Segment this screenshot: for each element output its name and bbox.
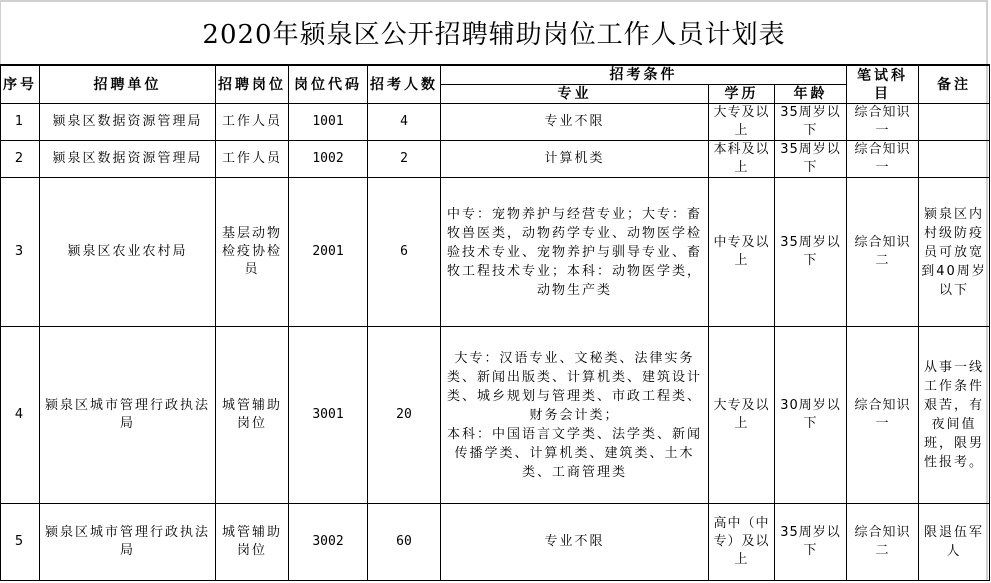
major-bachelor-text: 本科：中国语言文学类、法学类、新闻传播学类、计算机类、建筑类、土木类、工商管理类 (446, 426, 702, 480)
cell-age: 30周岁以下 (775, 327, 847, 504)
table-row (1, 141, 990, 178)
table-row (1, 504, 990, 581)
header-seq: 序号 (1, 65, 40, 104)
cell-exam: 综合知识一 (847, 327, 919, 504)
cell-count: 6 (368, 178, 441, 327)
cell-exam: 综合知识二 (847, 178, 919, 327)
table-row (1, 178, 990, 327)
cell-unit: 颍泉区农业农村局 (40, 178, 216, 327)
header-position: 招聘岗位 (216, 65, 289, 104)
cell-exam: 综合知识二 (847, 504, 919, 581)
cell-count: 2 (368, 141, 441, 178)
header-major: 专业 (441, 85, 709, 104)
table-row (1, 104, 990, 141)
cell-position: 工作人员 (216, 141, 289, 178)
cell-age: 35周岁以下 (775, 178, 847, 327)
cell-remark: 颍泉区内村级防疫员可放宽到40周岁以下 (919, 178, 990, 327)
cell-code: 2001 (289, 178, 368, 327)
cell-remark (919, 104, 990, 141)
cell-remark: 限退伍军人 (919, 504, 990, 581)
cell-unit: 颍泉区数据资源管理局 (40, 104, 216, 141)
header-unit: 招聘单位 (40, 65, 216, 104)
cell-education: 本科及以上 (709, 141, 775, 178)
cell-education: 高中（中专）及以上 (709, 504, 775, 581)
cell-major (441, 327, 709, 504)
cell-major: 计算机类 (441, 141, 709, 178)
cell-count: 4 (368, 104, 441, 141)
header-education: 学历 (709, 85, 775, 104)
header-age: 年龄 (775, 85, 847, 104)
header-exam: 笔试科目 (847, 65, 919, 104)
header-remark: 备注 (919, 65, 990, 104)
cell-unit: 颍泉区城市管理行政执法局 (40, 327, 216, 504)
cell-position: 基层动物检疫协检员 (216, 178, 289, 327)
header-count: 招考人数 (368, 65, 441, 104)
cell-seq: 1 (1, 104, 40, 141)
header-code: 岗位代码 (289, 65, 368, 104)
cell-code: 3002 (289, 504, 368, 581)
cell-seq: 4 (1, 327, 40, 504)
cell-major: 专业不限 (441, 504, 709, 581)
recruitment-plan-table (0, 64, 990, 581)
cell-code: 1001 (289, 104, 368, 141)
cell-remark (919, 141, 990, 178)
cell-position: 工作人员 (216, 104, 289, 141)
cell-education: 大专及以上 (709, 327, 775, 504)
cell-code: 3001 (289, 327, 368, 504)
cell-age: 35周岁以下 (775, 104, 847, 141)
cell-major: 专业不限 (441, 104, 709, 141)
cell-exam: 综合知识一 (847, 104, 919, 141)
cell-remark: 从事一线工作条件艰苦，有夜间值班，限男性报考。 (919, 327, 990, 504)
cell-code: 1002 (289, 141, 368, 178)
cell-age: 35周岁以下 (775, 141, 847, 178)
cell-position: 城管辅助岗位 (216, 504, 289, 581)
cell-seq: 2 (1, 141, 40, 178)
cell-exam: 综合知识一 (847, 141, 919, 178)
cell-count: 60 (368, 504, 441, 581)
major-college-text: 大专：汉语专业、文秘类、法律实务类、新闻出版类、计算机类、建筑设计类、城乡规划与管理类、市政工程类、财务会计类； (446, 350, 702, 423)
cell-unit: 颍泉区城市管理行政执法局 (40, 504, 216, 581)
cell-position: 城管辅助岗位 (216, 327, 289, 504)
cell-seq: 5 (1, 504, 40, 581)
cell-count: 20 (368, 327, 441, 504)
header-conditions: 招考条件 (441, 65, 847, 85)
cell-education: 中专及以上 (709, 178, 775, 327)
cell-education: 大专及以上 (709, 104, 775, 141)
cell-major: 中专：宠物养护与经营专业；大专：畜牧兽医类，动物药学专业、动物医学检验技术专业、宠物养护与驯导专业、畜牧工程技术专业；本科：动物医学类，动物生产类 (441, 178, 709, 327)
table-row (1, 327, 990, 504)
cell-age: 35周岁以下 (775, 504, 847, 581)
cell-seq: 3 (1, 178, 40, 327)
page-title: 2020年颍泉区公开招聘辅助岗位工作人员计划表 (202, 19, 786, 50)
cell-unit: 颍泉区数据资源管理局 (40, 141, 216, 178)
